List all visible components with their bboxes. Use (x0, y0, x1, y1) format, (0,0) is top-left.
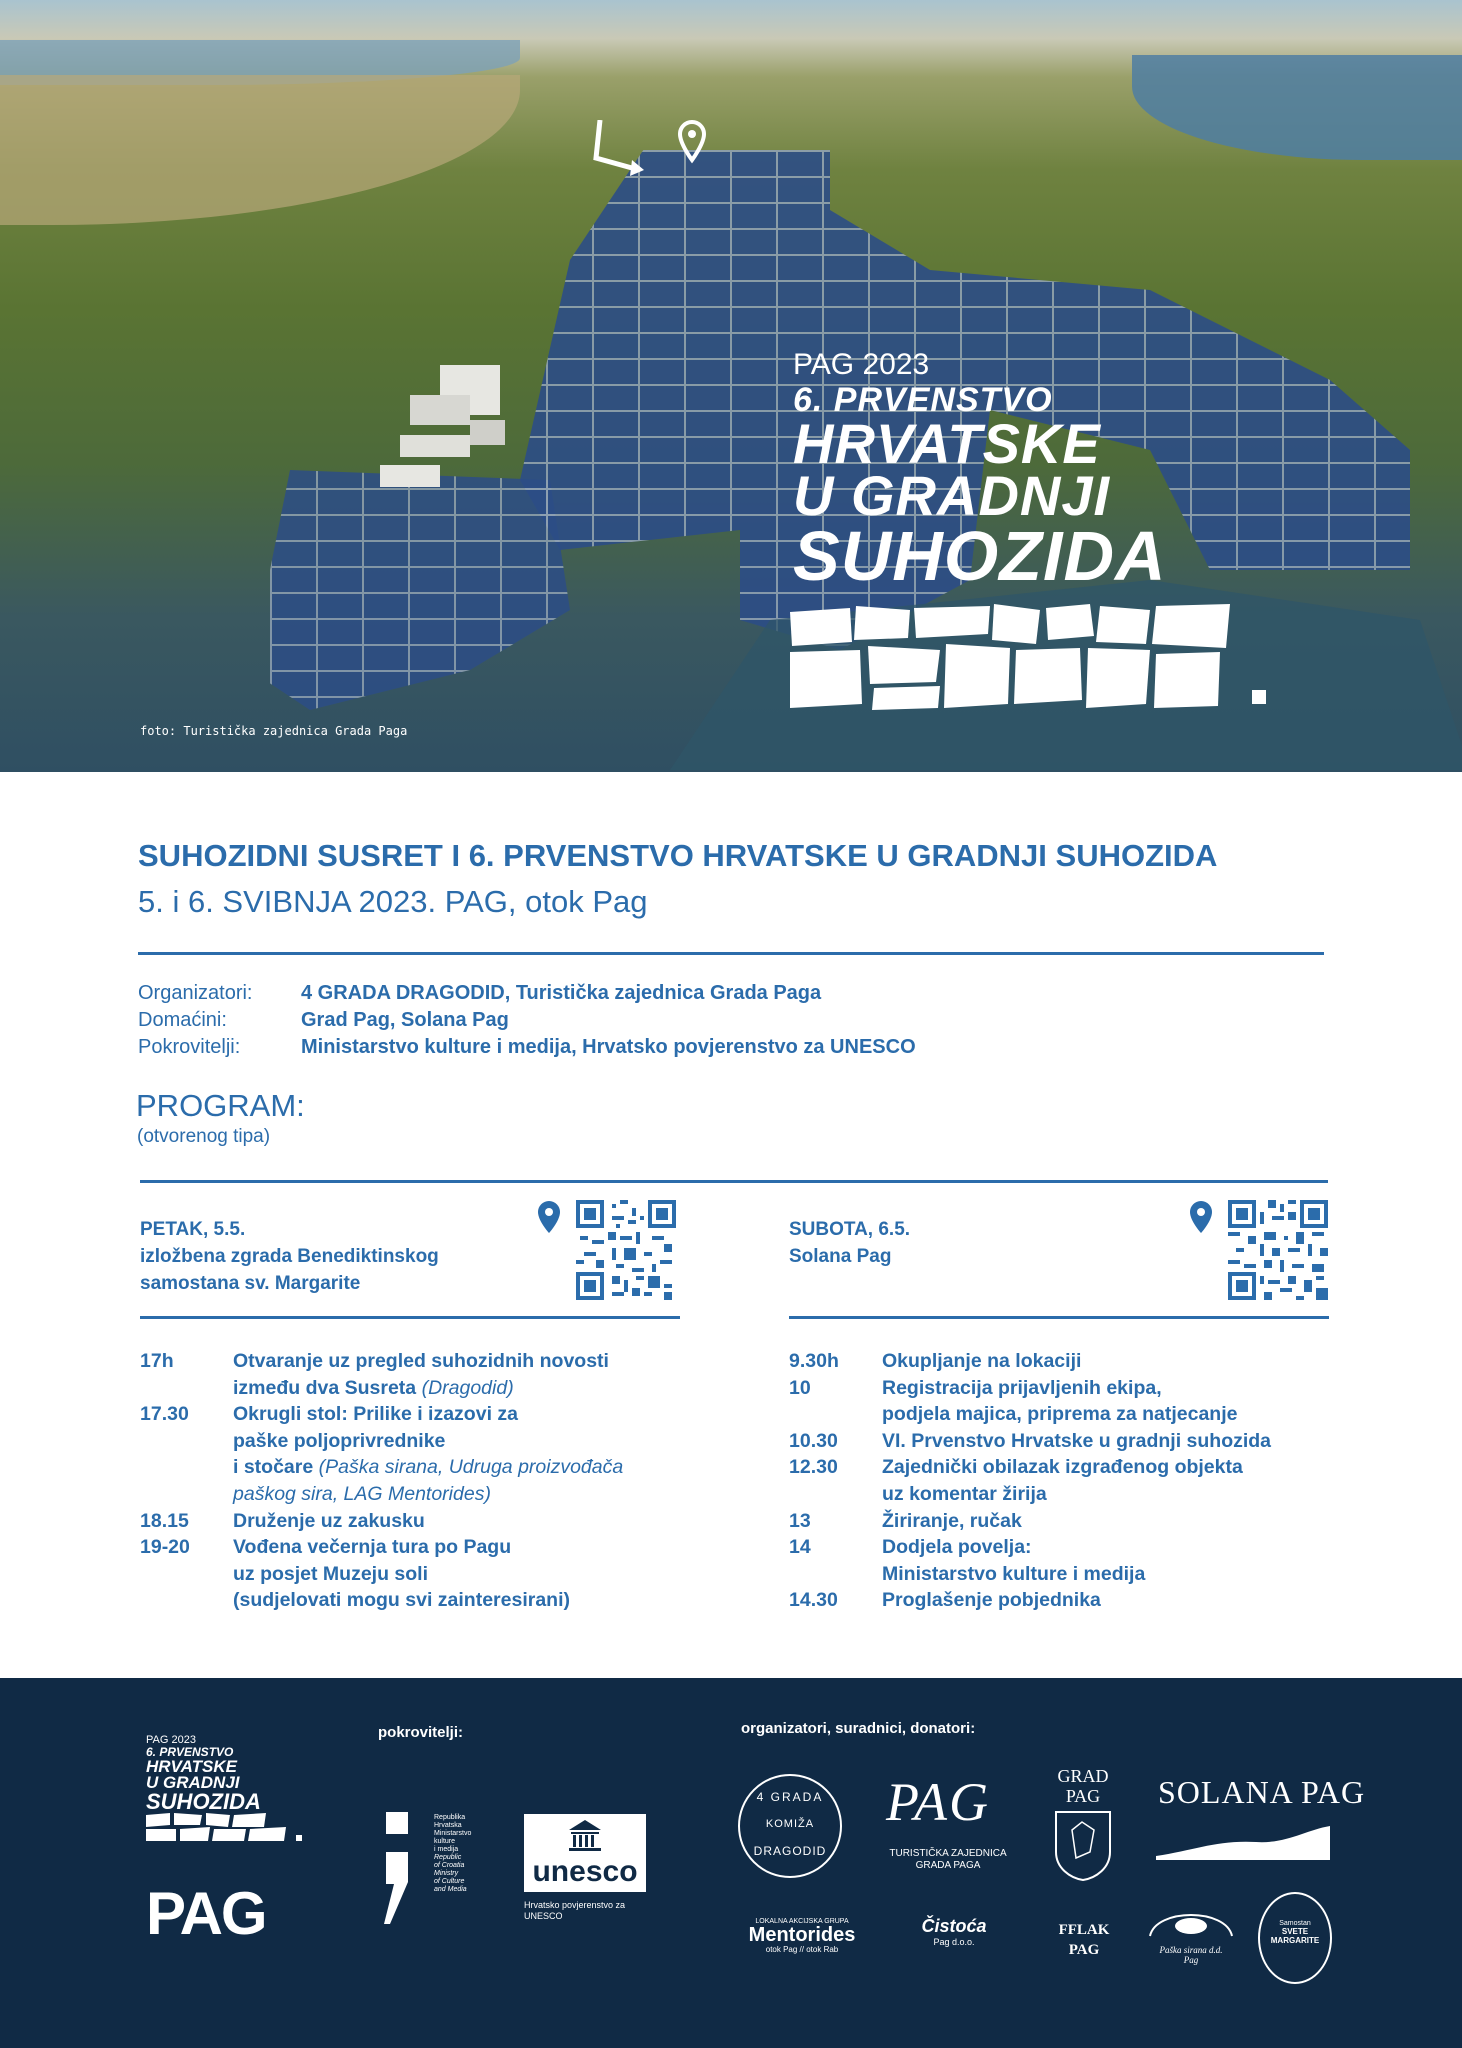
sirana-logo (1146, 1900, 1236, 1970)
solana-logo: SOLANA PAG (1158, 1774, 1366, 1810)
organizers-label: organizatori, suradnici, donatori: (741, 1720, 976, 1737)
tz-sub-line: GRADA PAGA (915, 1860, 981, 1871)
schedule-time: 13 (789, 1509, 811, 1532)
schedule-time: 10 (789, 1376, 811, 1399)
logo-text: otok Pag // otok Rab (765, 1945, 839, 1954)
logo-text: PAG (1068, 1942, 1100, 1958)
tz-sub (886, 1848, 1010, 1872)
sponsors-label: pokrovitelji: (378, 1724, 464, 1741)
meta-row-organizers (138, 980, 916, 1007)
schedule-item (789, 1428, 1349, 1455)
ministry-line: Republic (434, 1854, 462, 1861)
hero-line2a: HRVATSKE (793, 412, 1101, 475)
ministry-line: Ministarstvo (434, 1830, 472, 1837)
schedule-line: Otvaranje uz pregled suhozidnih novosti (233, 1350, 609, 1372)
schedule-time: 10.30 (789, 1429, 838, 1452)
logo-text: Čistoća (921, 1916, 987, 1936)
logo-text: KOMIŽA (765, 1818, 815, 1830)
meta-label: Domaćini: (138, 1009, 227, 1031)
divider (140, 1180, 1328, 1183)
ministry-line: Hrvatska (434, 1822, 462, 1829)
unesco-sub (524, 1900, 625, 1922)
sea-area-right (1132, 55, 1462, 160)
friday-header (140, 1216, 439, 1297)
hero-line1: 6. PRVENSTVO (793, 381, 1053, 419)
saturday-day: SUBOTA, 6.5. (789, 1219, 911, 1240)
logo-text: Paška sirana d.d. (1159, 1945, 1223, 1955)
sirana-emblem-icon (1146, 1900, 1236, 1940)
hero-line2b: U GRADNJI (793, 464, 1111, 527)
unesco-temple-icon (524, 1814, 646, 1858)
schedule-line: Vođena večernja tura po Pagu (233, 1536, 512, 1559)
schedule-time: 9.30h (789, 1350, 839, 1372)
logo-line: HRVATSKE (146, 1757, 237, 1776)
schedule-line: Druženje uz zakusku (233, 1509, 425, 1532)
schedule-line (233, 1375, 609, 1402)
saturday-schedule (789, 1348, 1349, 1614)
schedule-time: 14 (789, 1536, 811, 1559)
schedule-line (233, 1481, 623, 1508)
schedule-time: 18.15 (140, 1509, 189, 1532)
pag-logo: PAG (146, 1880, 266, 1947)
program-subtitle: (otvorenog tipa) (137, 1126, 271, 1147)
schedule-time: 14.30 (789, 1589, 838, 1612)
schedule-desc (882, 1348, 1081, 1375)
schedule-time: 17h (140, 1350, 174, 1372)
schedule-text: između dva Susreta (233, 1376, 417, 1399)
meta-info (138, 980, 916, 1061)
solana-wave-icon (1156, 1820, 1330, 1860)
schedule-line: Ministarstvo kulture i medija (882, 1562, 1146, 1585)
schedule-line (233, 1454, 623, 1481)
ministry-line: Republika (434, 1814, 466, 1821)
event-title: SUHOZIDNI SUSRET I 6. PRVENSTVO HRVATSKE U GRADNJI SUHOZIDA (138, 838, 1218, 873)
hero-line3: SUHOZIDA (793, 517, 1167, 595)
schedule-item (789, 1534, 1349, 1587)
unesco-logo (524, 1814, 646, 1892)
schedule-item (140, 1348, 700, 1401)
schedule-line: VI. Prvenstvo Hrvatske u gradnji suhozida (882, 1429, 1272, 1452)
logo-text: MARGARITE (1270, 1936, 1320, 1945)
meta-row-hosts (138, 1007, 916, 1034)
logo-text: LOKALNA AKCIJSKA GRUPA (755, 1918, 849, 1925)
ministry-line: i medija (434, 1846, 459, 1853)
schedule-desc (233, 1348, 609, 1401)
fflak-logo (1052, 1920, 1116, 1960)
schedule-line: Okupljanje na lokaciji (882, 1350, 1082, 1372)
divider (138, 952, 1324, 955)
friday-place: samostana sv. Margarite (140, 1273, 361, 1294)
schedule-item (140, 1401, 700, 1507)
photo-credit: foto: Turistička zajednica Grada Paga (140, 724, 408, 738)
ministry-line: of Croatia (434, 1862, 465, 1869)
schedule-line: Okrugli stol: Prilike i izazovi za (233, 1403, 518, 1426)
grad-line: PAG (1065, 1786, 1101, 1806)
meta-value: Ministarstvo kulture i medija, Hrvatsko povjerenstvo za UNESCO (301, 1036, 916, 1058)
friday-day: PETAK, 5.5. (140, 1219, 246, 1240)
cistoca-logo (898, 1916, 1010, 1947)
tz-logo: PAG (886, 1772, 991, 1832)
schedule-desc (233, 1534, 570, 1614)
meta-row-patrons (138, 1034, 916, 1061)
hero-title (793, 348, 1167, 595)
drystone-wall-icon (146, 1813, 306, 1843)
schedule-line: (sudjelovati mogu svi zainteresirani) (233, 1589, 571, 1612)
qr-code-saturday[interactable] (1228, 1200, 1328, 1300)
coat-of-arms-icon (1054, 1810, 1112, 1882)
saturday-place: Solana Pag (789, 1246, 892, 1267)
logo-line: U GRADNJI (146, 1773, 240, 1792)
schedule-desc (882, 1428, 1271, 1455)
schedule-time: 19-20 (140, 1536, 190, 1559)
schedule-desc (882, 1534, 1145, 1587)
schedule-text: i stočare (233, 1456, 314, 1479)
hero-year: PAG 2023 (793, 348, 930, 381)
schedule-line: podjela majica, priprema za natjecanje (882, 1403, 1238, 1426)
grad-pag-logo (1056, 1766, 1110, 1806)
event-logo (146, 1734, 316, 1848)
schedule-item (140, 1508, 700, 1535)
schedule-line: Registracija prijavljenih ekipa, (882, 1376, 1162, 1399)
ministry-logo-icon (380, 1812, 414, 1924)
grad-line: GRAD (1057, 1766, 1109, 1786)
schedule-desc (233, 1508, 425, 1535)
ministry-line: kulture (434, 1838, 456, 1845)
saturday-header (789, 1216, 910, 1270)
schedule-desc (882, 1454, 1243, 1507)
logo-text: FFLAK (1058, 1922, 1110, 1938)
schedule-note: paškog sira, LAG Mentorides) (233, 1482, 491, 1505)
schedule-line: Žiriranje, ručak (882, 1509, 1022, 1532)
unesco-sub-line: Hrvatsko povjerenstvo za (524, 1900, 626, 1910)
friday-place: izložbena zgrada Benediktinskog (140, 1246, 439, 1267)
ministry-line: Ministry (434, 1870, 459, 1877)
schedule-time: 12.30 (789, 1456, 838, 1479)
footer (0, 1678, 1462, 2048)
divider (140, 1316, 680, 1319)
ministry-text (434, 1814, 471, 1894)
logo-year: PAG 2023 (146, 1734, 196, 1746)
tz-sub-line: TURISTIČKA ZAJEDNICA (889, 1848, 1007, 1859)
divider (789, 1316, 1329, 1319)
salt-factory (380, 365, 540, 495)
logo-line: 6. PRVENSTVO (146, 1745, 234, 1759)
schedule-item (789, 1375, 1349, 1428)
meta-value: 4 GRADA DRAGODID, Turistička zajednica Grada Paga (301, 982, 822, 1004)
unesco-sub-line: UNESCO (524, 1911, 563, 1921)
friday-schedule (140, 1348, 700, 1614)
logo-line: SUHOZIDA (146, 1789, 261, 1814)
schedule-line: uz posjet Muzeju soli (233, 1562, 429, 1585)
schedule-line: Proglašenje pobjednika (882, 1589, 1101, 1612)
meta-label: Pokrovitelji: (138, 1036, 241, 1058)
program-title: PROGRAM: (136, 1088, 305, 1123)
schedule-desc (882, 1375, 1237, 1428)
schedule-time: 17.30 (140, 1403, 189, 1426)
drystone-wall-icon (790, 604, 1270, 714)
dragodid-logo (738, 1774, 842, 1878)
schedule-desc (233, 1401, 623, 1507)
map-pin-icon[interactable] (1190, 1201, 1212, 1233)
ministry-line: of Culture (434, 1878, 465, 1885)
logo-text: Pag d.o.o. (933, 1937, 975, 1947)
hero-photo (0, 0, 1462, 772)
logo-text: Samostan (1279, 1920, 1311, 1927)
ministry-line: and Media (434, 1886, 467, 1893)
schedule-line: Dodjela povelja: (882, 1536, 1032, 1559)
margarite-logo (1258, 1892, 1332, 1984)
schedule-item (789, 1348, 1349, 1375)
logo-text: 4 GRADA (756, 1790, 824, 1804)
schedule-item (789, 1454, 1349, 1507)
schedule-line: Zajednički obilazak izgrađenog objekta (882, 1456, 1243, 1479)
map-pin-icon[interactable] (538, 1201, 560, 1233)
schedule-note: (Dragodid) (416, 1376, 514, 1399)
schedule-desc (882, 1508, 1022, 1535)
schedule-line: paške poljoprivrednike (233, 1429, 446, 1452)
mentorides-logo (732, 1918, 872, 1954)
logo-text: Mentorides (748, 1924, 856, 1946)
unesco-text: unesco (532, 1855, 638, 1888)
schedule-line: uz komentar žirija (882, 1482, 1047, 1505)
schedule-item (789, 1508, 1349, 1535)
meta-label: Organizatori: (138, 982, 253, 1004)
schedule-item (140, 1534, 700, 1614)
logo-text: DRAGODID (753, 1844, 827, 1858)
schedule-desc (882, 1587, 1101, 1614)
meta-value: Grad Pag, Solana Pag (301, 1009, 509, 1031)
logo-text: Pag (1183, 1955, 1199, 1965)
logo-text: SVETE (1281, 1927, 1309, 1936)
qr-code-friday[interactable] (576, 1200, 676, 1300)
schedule-note: (Paška sirana, Udruga proizvođača (313, 1456, 624, 1479)
schedule-item (789, 1587, 1349, 1614)
event-date-location: 5. i 6. SVIBNJA 2023. PAG, otok Pag (138, 884, 648, 919)
location-marker-icon (592, 120, 712, 180)
